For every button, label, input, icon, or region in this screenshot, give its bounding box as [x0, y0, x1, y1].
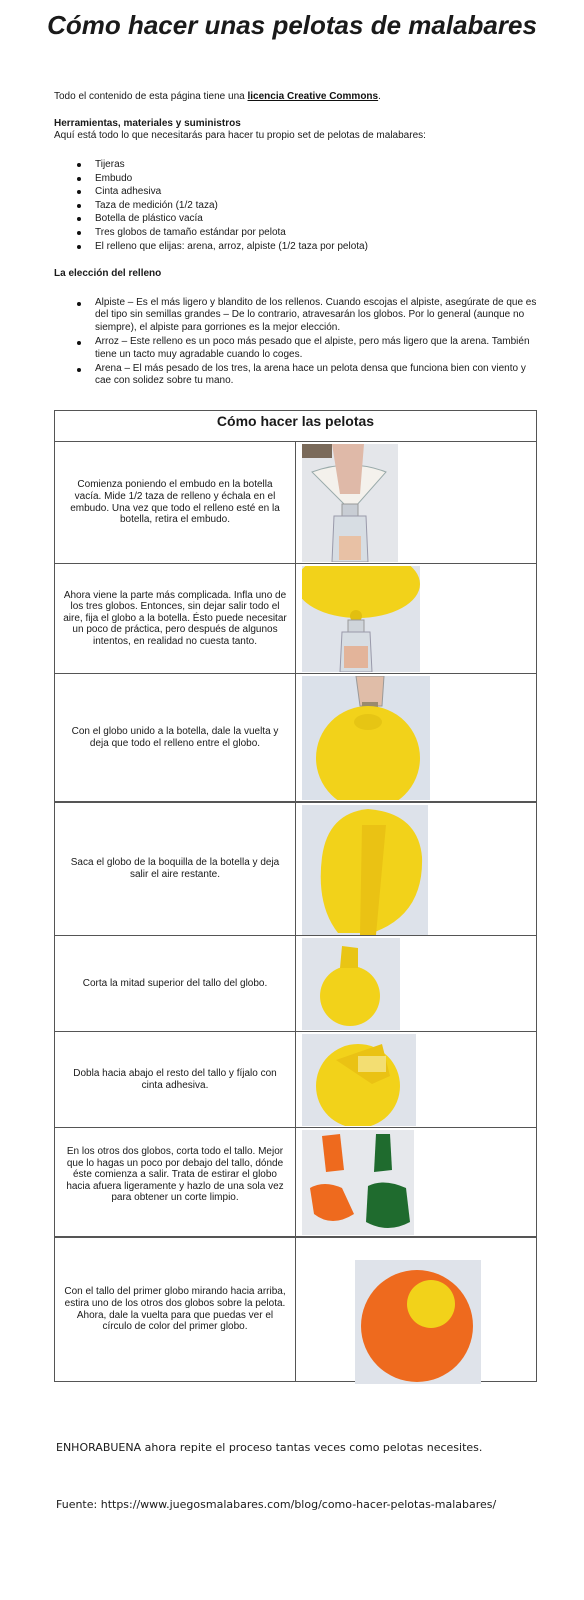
photo-taped-stem: [302, 1034, 416, 1126]
step-text: Con el globo unido a la botella, dale la vuelta y deja que todo el relleno entre el globo.: [55, 674, 296, 801]
tools-subheading: Aquí está todo lo que necesitarás para hacer tu propio set de pelotas de malabares:: [54, 130, 426, 141]
list-item: Embudo: [54, 172, 368, 186]
step-text: En los otros dos globos, corta todo el tallo. Mejor que lo hagas un poco por debajo del tallo, dónde éste comienza a salir. Trata de estirar el globo hacia afuera ligeramente y hazlo de una sola vez para obtener un corte limpio.: [55, 1128, 296, 1236]
list-item: Arroz – Este relleno es un poco más pesado que el alpiste, pero más ligero que la arena. También tiene un tacto muy agradable cuando lo coges.: [54, 336, 539, 361]
congrats-text: ahora repite el proceso tantas veces como pelotas necesites.: [141, 1441, 483, 1454]
table-row: [54, 1032, 537, 1128]
table-row: [54, 1128, 537, 1237]
license-end: .: [378, 91, 381, 102]
step-text: Con el tallo del primer globo mirando hacia arriba, estira uno de los otros dos globos sobre la pelota. Ahora, dale la vuelta para que puedas ver el círculo de color del primer globo.: [55, 1238, 296, 1381]
list-item: Tijeras: [54, 158, 368, 172]
table-row: [54, 674, 537, 802]
photo-funnel-bottle: [302, 444, 398, 562]
list-item: Botella de plástico vacía: [54, 212, 368, 226]
list-item: Taza de medición (1/2 taza): [54, 199, 368, 213]
fill-heading: La elección del relleno: [54, 268, 162, 279]
step-text: Dobla hacia abajo el resto del tallo y fíjalo con cinta adhesiva.: [55, 1032, 296, 1127]
table-row: [54, 1237, 537, 1382]
list-item: Cinta adhesiva: [54, 185, 368, 199]
list-item: Tres globos de tamaño estándar por pelota: [54, 226, 368, 240]
step-text: Corta la mitad superior del tallo del globo.: [55, 936, 296, 1031]
list-item: Arena – El más pesado de los tres, la arena hace un pelota densa que funciona bien con viento y cae con solidez sobre tu mano.: [54, 363, 539, 388]
source-line: Fuente: https://www.juegosmalabares.com/blog/como-hacer-pelotas-malabares/: [56, 1498, 497, 1511]
step-text: Ahora viene la parte más complicada. Infla uno de los tres globos. Entonces, sin dejar salir todo el aire, fija el globo a la botella. Ésto puede necesitar un poco de práctica, pero después de algunos intentos, en realidad no cuesta tanto.: [55, 564, 296, 673]
congrats-line: [56, 1441, 482, 1454]
license-text: Todo el contenido de esta página tiene una: [54, 91, 248, 102]
congrats-caps: ENHORABUENA: [56, 1441, 142, 1454]
table-row: [54, 442, 537, 564]
license-link[interactable]: licencia Creative Commons: [247, 91, 379, 102]
license-line: [54, 91, 381, 102]
photo-balloon-removed: [302, 805, 428, 935]
list-item: El relleno que elijas: arena, arroz, alpiste (1/2 taza por pelota): [54, 240, 368, 254]
page-title: Cómo hacer unas pelotas de malabares: [47, 10, 537, 40]
photo-finished-ball: [355, 1260, 481, 1384]
list-item: Alpiste – Es el más ligero y blandito de los rellenos. Cuando escojas el alpiste, asegúrate de que es del tipo sin semillas grandes – De lo contrario, atravesarán los globos. Por lo general (aunque no siempre), el alpiste para gorriones es la mejor elección.: [54, 297, 539, 334]
tools-list: [54, 158, 368, 253]
steps-table-heading: Cómo hacer las pelotas: [54, 410, 537, 442]
table-row: [54, 564, 537, 674]
photo-cut-balloons: [302, 1130, 414, 1235]
table-row: [54, 802, 537, 936]
fill-list: [54, 297, 539, 390]
photo-cut-stem: [302, 938, 400, 1030]
photo-balloon-inverted: [302, 676, 430, 800]
step-text: Comienza poniendo el embudo en la botella vacía. Mide 1/2 taza de relleno y échala en el embudo. Una vez que todo el relleno esté en la botella, retira el embudo.: [55, 442, 296, 563]
tools-heading: Herramientas, materiales y suministros: [54, 118, 241, 129]
photo-balloon-on-bottle: [302, 566, 420, 672]
table-row: [54, 936, 537, 1032]
step-text: Saca el globo de la boquilla de la botella y deja salir el aire restante.: [55, 803, 296, 935]
